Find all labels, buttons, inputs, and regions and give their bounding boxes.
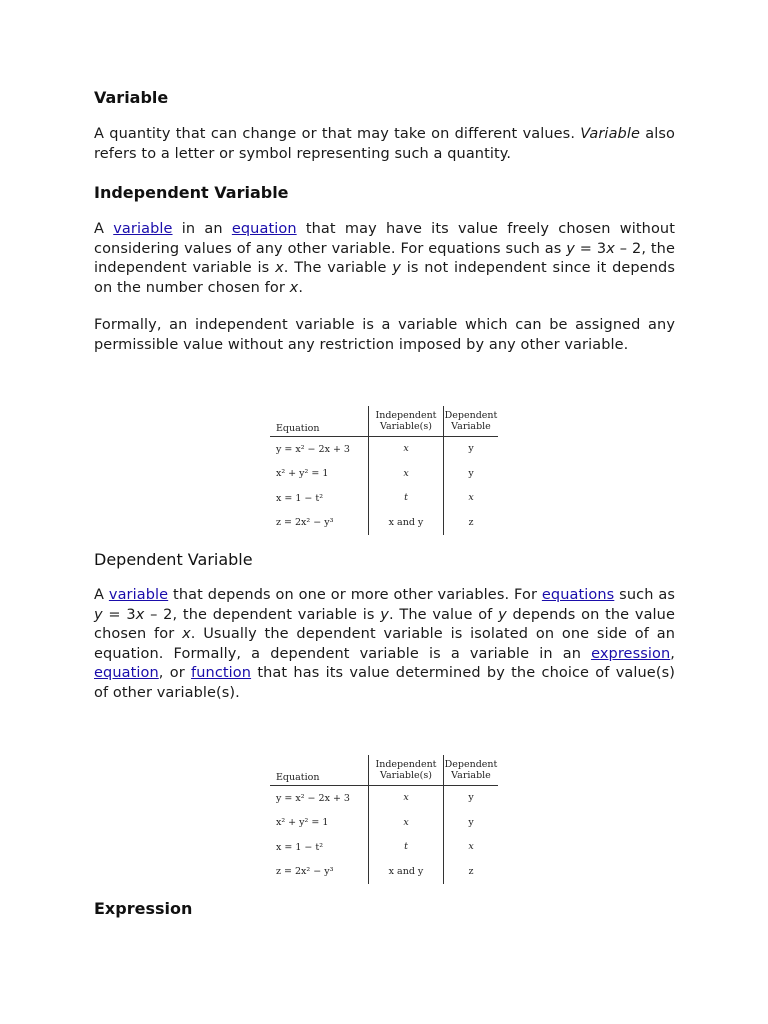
text: in an — [172, 221, 232, 237]
header-dependent: Dependent Variable — [443, 406, 498, 436]
text-italic: Variable — [580, 126, 641, 142]
table-header — [270, 755, 498, 785]
cell-independent: x and y — [368, 511, 443, 536]
link-function[interactable]: function — [191, 665, 252, 681]
cell-equation: x² + y² = 1 — [276, 817, 329, 829]
cell-dependent: x — [443, 486, 498, 511]
table-row — [270, 786, 498, 811]
link-equation[interactable]: equation — [94, 665, 159, 681]
link-expression[interactable]: expression — [591, 645, 671, 662]
cell-independent: t — [368, 835, 443, 860]
table-row — [270, 811, 498, 836]
text: A quantity that can change or that may take on different values. — [94, 126, 581, 142]
header-equation: Equation — [276, 423, 320, 434]
paragraph-variable-definition — [94, 125, 675, 164]
cell-dependent: y — [443, 811, 498, 836]
text: A — [94, 221, 114, 237]
cell-independent: x — [368, 437, 443, 462]
header-independent: Independent Variable(s) — [368, 755, 443, 785]
header-dependent: Dependent Variable — [443, 755, 498, 785]
text: , or — [158, 665, 192, 681]
cell-independent: x — [368, 811, 443, 836]
heading-dependent-variable: Dependent Variable — [94, 550, 253, 569]
table-body — [270, 786, 498, 884]
math-var: x — [275, 260, 284, 276]
cell-equation: z = 2x² − y³ — [276, 866, 334, 878]
text: . Usually the dependent variable is isolated on one side of an equation. Formally, a dependent variable is a variable in an — [94, 626, 675, 662]
variables-table-2 — [270, 755, 498, 884]
text: – 2, the dependent variable is — [144, 606, 381, 623]
table-row — [270, 835, 498, 860]
text: A — [94, 587, 109, 603]
cell-equation: z = 2x² − y³ — [276, 517, 334, 529]
variables-table-1 — [270, 406, 498, 535]
math-var: y — [392, 260, 401, 276]
heading-expression: Expression — [94, 899, 193, 918]
text: = 3 — [102, 606, 136, 623]
math-var: y — [380, 606, 389, 623]
math-var: y — [94, 606, 103, 623]
header-independent: Independent Variable(s) — [368, 406, 443, 436]
header-equation: Equation — [276, 772, 320, 783]
text: that may have its value freely chosen without considering values of any other variable. For equations such as — [94, 221, 675, 257]
link-equations[interactable]: equations — [541, 587, 615, 603]
table-body — [270, 437, 498, 535]
cell-equation: x² + y² = 1 — [276, 468, 329, 480]
text: . — [298, 279, 304, 296]
table-row — [270, 511, 498, 536]
cell-independent: x — [368, 786, 443, 811]
math-var: y — [566, 240, 575, 257]
link-variable[interactable]: variable — [113, 221, 173, 237]
cell-equation: x = 1 − t² — [276, 841, 324, 853]
table-row — [270, 462, 498, 487]
text: . The value of — [388, 606, 499, 623]
cell-dependent: y — [443, 462, 498, 487]
cell-independent: x and y — [368, 860, 443, 885]
paragraph-independent-formal: Formally, an independent variable is a variable which can be assigned any permissible value without any restriction imposed by any other variable. — [94, 317, 675, 353]
paragraph-dependent-definition — [94, 586, 675, 703]
cell-dependent: y — [443, 437, 498, 462]
link-equation[interactable]: equation — [231, 221, 297, 237]
math-var: y — [498, 606, 507, 623]
math-var: x — [606, 240, 615, 257]
text: . The variable — [283, 260, 393, 276]
text: , — [670, 645, 675, 662]
cell-equation: y = x² − 2x + 3 — [276, 443, 350, 455]
table-header — [270, 406, 498, 436]
text: such as — [614, 587, 675, 603]
cell-dependent: z — [443, 511, 498, 536]
math-var: x — [182, 626, 191, 642]
cell-independent: t — [368, 486, 443, 511]
text: also refers to a letter or symbol representing such a quantity. — [94, 126, 675, 162]
table-row — [270, 437, 498, 462]
paragraph-independent-definition — [94, 220, 675, 298]
cell-dependent: z — [443, 860, 498, 885]
text: that has its value determined by the choice of value(s) of other variable(s). — [94, 665, 675, 701]
math-var: x — [135, 606, 145, 623]
math-var: x — [289, 279, 299, 296]
heading-variable: Variable — [94, 88, 169, 107]
text: depends on the value chosen for — [94, 606, 675, 642]
cell-dependent: y — [443, 786, 498, 811]
text: is not independent since it depends on the number chosen for — [94, 260, 676, 296]
cell-dependent: x — [443, 835, 498, 860]
cell-equation: x = 1 − t² — [276, 492, 324, 504]
link-variable[interactable]: variable — [108, 587, 169, 603]
cell-equation: y = x² − 2x + 3 — [276, 792, 350, 804]
heading-independent-variable: Independent Variable — [94, 183, 289, 202]
table-row — [270, 486, 498, 511]
text: that depends on one or more other variables. For — [168, 587, 542, 603]
cell-independent: x — [368, 462, 443, 487]
table-row — [270, 860, 498, 885]
text: – 2, the independent variable is — [94, 240, 675, 276]
text: = 3 — [574, 240, 607, 257]
